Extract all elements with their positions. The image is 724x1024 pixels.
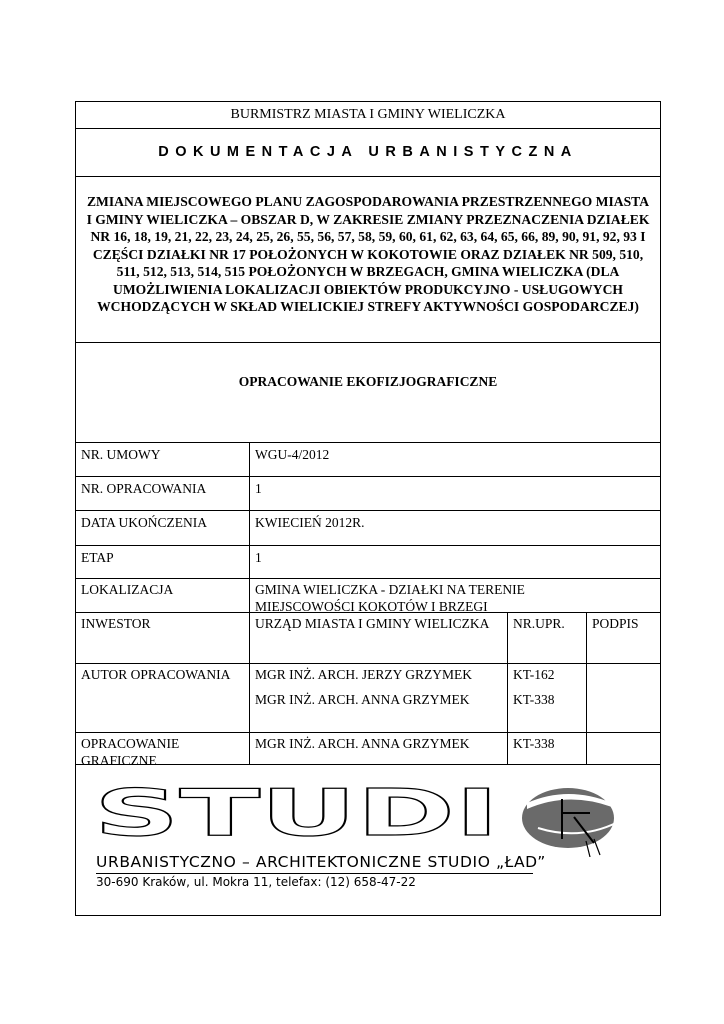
completion-date-label: DATA UKOŃCZENIA	[76, 511, 250, 545]
signature-column-header: PODPIS	[592, 616, 639, 631]
investor-label: INWESTOR	[76, 613, 250, 663]
graphics-label: OPRACOWANIE GRAFICZNE	[76, 733, 250, 764]
author-license: KT-162	[513, 667, 555, 682]
location-label: LOKALIZACJA	[76, 579, 250, 612]
plan-subject-description: ZMIANA MIEJSCOWEGO PLANU ZAGOSPODAROWANIA PRZESTRZENNEGO MIASTA I GMINY WIELICZKA – OBSZAR D, W ZAKRESIE ZMIANY PRZEZNACZENIA DZIAŁEK NR 16, 18, 19, 21, 22, 23, 24, 25, 26, 55, 56, 57, 58, 59, 60, 61, 62, 63, 64, 65, 66, 89, 90, 91, 92, 93 I CZĘŚCI DZIAŁKI NR 17 POŁOŻONYCH W KOKOTOWIE ORAZ DZIAŁEK NR 509, 510, 511, 512, 513, 514, 515 POŁOŻONYCH W BRZEGACH, GMINA WIELICZKA (DLA UMOŻLIWIENIA LOKALIZACJI OBIEKTÓW PRODUKCYJNO - USŁUGOWYCH WCHODZĄCYCH W SKŁAD WIELICKIEJ STREFY AKTYWNOŚCI GOSPODARCZEJ)	[76, 177, 660, 343]
author-name: MGR INŻ. ARCH. JERZY GRZYMEK	[255, 667, 473, 682]
contract-number-label: NR. UMOWY	[76, 443, 250, 476]
studio-name: URBANISTYCZNO – ARCHITEKTONICZNE STUDIO „ŁAD”	[96, 853, 546, 871]
studio-logo	[90, 781, 635, 857]
investor-row	[76, 613, 660, 664]
stage-value: 1	[255, 550, 262, 565]
author-license: KT-338	[513, 692, 555, 707]
studio-divider	[96, 873, 533, 874]
location-value: GMINA WIELICZKA - DZIAŁKI NA TERENIE MIEJSCOWOŚCI KOKOTÓW I BRZEGI	[255, 582, 525, 614]
graphics-author-license: KT-338	[508, 733, 587, 764]
author-licenses	[508, 664, 587, 732]
graphics-author-name: MGR INŻ. ARCH. ANNA GRZYMEK	[250, 733, 508, 764]
studio-logo-emblem-icon	[522, 788, 618, 857]
author-label: AUTOR OPRACOWANIA	[76, 664, 250, 732]
title-page-table	[75, 101, 661, 916]
studio-address: 30-690 Kraków, ul. Mokra 11, telefax: (12) 658-47-22	[96, 875, 416, 889]
graphics-row	[76, 733, 660, 768]
contract-number-value: WGU-4/2012	[255, 447, 330, 462]
author-signature-cell	[587, 664, 660, 732]
details-row-location	[76, 579, 660, 613]
stage-label: ETAP	[76, 546, 250, 578]
study-title: OPRACOWANIE EKOFIZJOGRAFICZNE	[76, 343, 660, 443]
studio-logo-wordmark: STUDI	[94, 781, 499, 851]
completion-date-value: KWIECIEŃ 2012R.	[255, 515, 365, 530]
author-names	[250, 664, 508, 732]
authors-row	[76, 664, 660, 733]
office-header: BURMISTRZ MIASTA I GMINY WIELICZKA	[76, 102, 660, 129]
graphics-signature-cell	[587, 733, 660, 764]
study-number-value: 1	[255, 481, 262, 496]
investor-value: URZĄD MIASTA I GMINY WIELICZKA	[250, 613, 508, 663]
studio-logo-block	[76, 765, 660, 917]
study-number-label: NR. OPRACOWANIA	[76, 477, 250, 510]
document-type-title: DOKUMENTACJA URBANISTYCZNA	[76, 129, 660, 177]
details-row-stage	[76, 546, 660, 579]
license-column-header: NR.UPR.	[508, 613, 587, 663]
details-row-study-number	[76, 477, 660, 511]
details-row-completion-date	[76, 511, 660, 546]
details-row-contract	[76, 443, 660, 477]
author-name: MGR INŻ. ARCH. ANNA GRZYMEK	[255, 692, 470, 707]
